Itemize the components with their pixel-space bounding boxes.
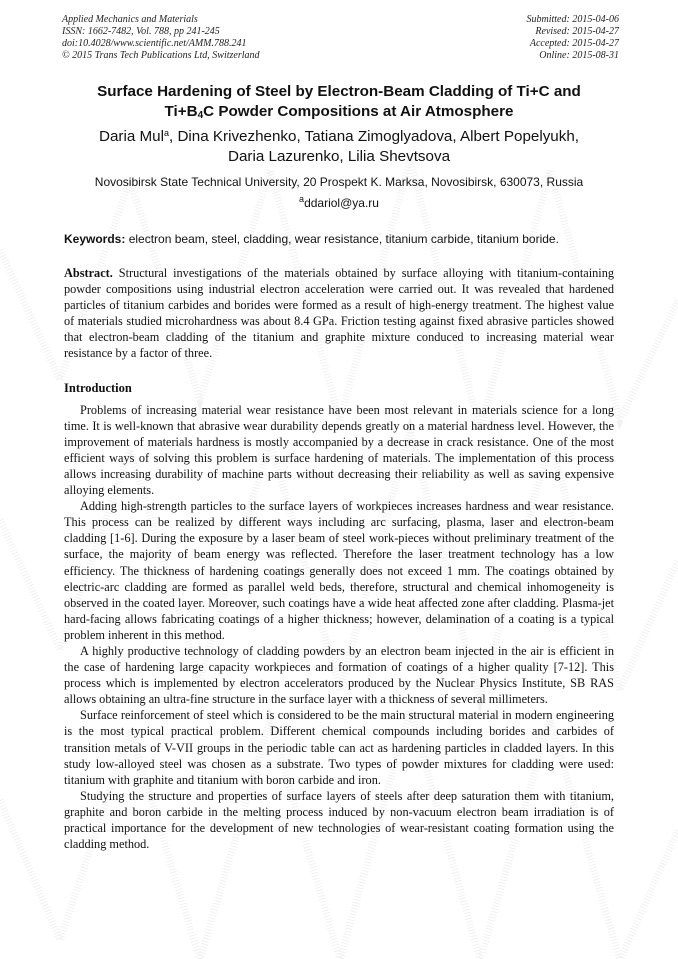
- abstract: [64, 265, 614, 362]
- email-address[interactable]: ddariol@ya.ru: [304, 196, 379, 210]
- paragraph: Adding high-strength particles to the surface layers of workpieces increases hardness and wear resistance. This process can be realized by different ways including arc surfacing, plasma, laser and electron-beam cladding [1-6]. During the exposure by a laser beam of steel work-pieces without preliminary treatment of the surface, the majority of beam energy was reflected. Therefore the laser treatment technology has a low efficiency. The thickness of hardening coatings generally does not exceed 1 mm. The coatings obtained by electric-arc cladding are formed as parallel weld beds, therefore, structural and chemical inhomogeneity is observed in the coated layer. Moreover, such coatings have a wide heat affected zone after cladding. Plasma-jet hard-facing allows fabricating coatings of a higher thickness; however, delamination of a coating is a typical problem inherent in this method.: [64, 499, 614, 642]
- author-first: Daria Mul: [98, 128, 164, 145]
- journal-info: [62, 14, 260, 62]
- title-line-1: Surface Hardening of Steel by Electron-Beam Cladding of Ti+C and: [97, 83, 581, 100]
- affiliation: Novosibirsk State Technical University, 20 Prospekt K. Marksa, Novosibirsk, 630073, Russia: [94, 175, 584, 189]
- doi-line: doi:10.4028/www.scientific.net/AMM.788.241: [62, 38, 247, 49]
- title-subscript: 4: [197, 110, 204, 121]
- keywords-label: Keywords:: [64, 232, 126, 246]
- title-line-2-post: C Powder Compositions at Air Atmosphere: [203, 103, 514, 120]
- section-heading-introduction: Introduction: [64, 380, 132, 395]
- title-line-2-pre: Ti+B: [164, 103, 198, 120]
- accepted-date: Accepted: 2015-04-27: [529, 38, 619, 49]
- authors-line-2: Daria Lazurenko, Lilia Shevtsova: [227, 148, 451, 165]
- paragraph: Problems of increasing material wear resistance have been most relevant in materials science for a long time. It is well-known that abrasive wear durability depends greatly on a material hardness level. However, the improvement of materials hardness is mostly accompanied by a decrease in crack resistance. One of the most efficient ways of solving this problem is surface hardening of materials. The implementation of this process allows increasing durability of machine parts without decreasing their reliability as well as saving expensive alloying elements.: [64, 402, 614, 498]
- contact-email: [64, 195, 614, 211]
- abstract-text: Structural investigations of the materials obtained by surface alloying with titanium-containing powder compositions using industrial electron acceleration were carried out. It was revealed that hardened particles of titanium carbides and borides were formed as a result of high-energy treatment. The highest value of materials studied microhardness was about 8.4 GPa. Friction testing against fixed abrasive particles showed that electron-beam cladding of the titanium and graphite mixture conduced to increasing material wear resistance by a factor of three.: [64, 266, 614, 361]
- revised-date: Revised: 2015-04-27: [535, 26, 619, 37]
- journal-header: [62, 14, 619, 66]
- date-info: [527, 14, 620, 62]
- authors-rest: , Dina Krivezhenko, Tatiana Zimoglyadova, Albert Popelyukh,: [169, 128, 580, 145]
- author-superscript: a: [163, 128, 169, 138]
- paper-title: [64, 82, 614, 122]
- abstract-label: Abstract.: [64, 266, 113, 280]
- paper-page: [62, 14, 619, 852]
- paragraph: Studying the structure and properties of surface layers of steels after deep saturation them with titanium, graphite and boron carbide in the melting process induced by non-vacuum electron beam irradiation is of practical importance for the development of new technologies of wear-resistant coating formation using the cladding method.: [64, 788, 614, 852]
- keywords-text: electron beam, steel, cladding, wear resistance, titanium carbide, titanium boride.: [125, 232, 559, 246]
- paragraph: A highly productive technology of cladding powders by an electron beam injected in the air is efficient in the case of hardening large capacity workpieces and formation of coatings of a higher quality [7-12]. This process which is implemented by electron accelerators produced by the Nuclear Physics Institute, SB RAS allows obtaining an ultra-fine structure in the surface layer with a thickness of several millimeters.: [64, 643, 614, 707]
- author-list: [64, 127, 614, 167]
- introduction-body: [64, 402, 614, 853]
- keywords: [64, 231, 614, 247]
- paragraph: Surface reinforcement of steel which is considered to be the main structural material in modern engineering is the most typical practical problem. Different chemical compounds including borides and carbides of transition metals of V-VII groups in the periodic table can act as hardening particles in cladded layers. In this study low-alloyed steel was chosen as a substrate. Two types of powder mixtures for cladding were used: titanium with graphite and titanium with boron carbide and iron.: [64, 708, 614, 787]
- email-superscript: a: [299, 194, 305, 204]
- copyright-line: © 2015 Trans Tech Publications Ltd, Switzerland: [62, 50, 260, 61]
- title-line-2: [64, 102, 614, 122]
- submitted-date: Submitted: 2015-04-06: [526, 14, 619, 25]
- issn-line: ISSN: 1662-7482, Vol. 788, pp 241-245: [62, 26, 220, 37]
- journal-name: Applied Mechanics and Materials: [62, 14, 198, 25]
- online-date: Online: 2015-08-31: [539, 50, 619, 61]
- authors-line-1: [64, 127, 614, 147]
